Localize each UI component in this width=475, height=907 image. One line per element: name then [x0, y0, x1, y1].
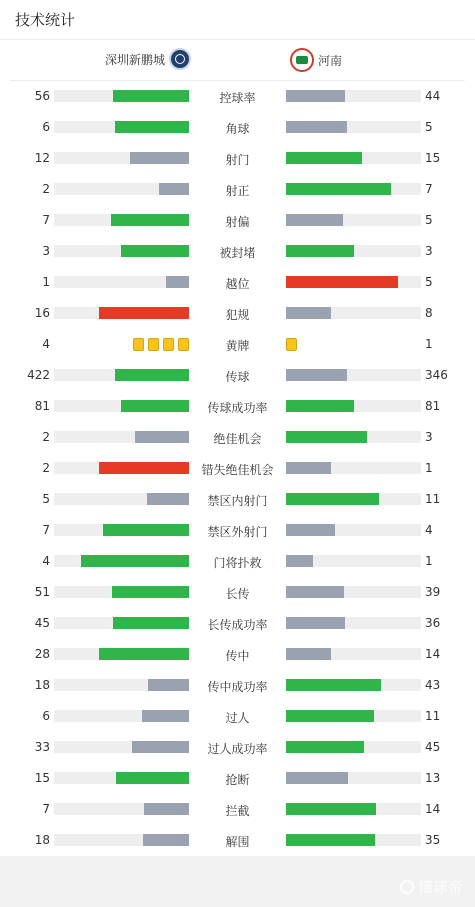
home-bar-track: [54, 493, 189, 505]
home-value: 33: [34, 740, 50, 754]
home-value: 18: [34, 833, 50, 847]
home-bar-fill: [113, 617, 189, 629]
away-bar-track: [286, 369, 421, 381]
home-bar-track: [54, 834, 189, 846]
away-value: 11: [425, 492, 441, 506]
away-value: 1: [425, 461, 433, 475]
stat-label: 拦截: [225, 804, 250, 818]
away-bar-fill: [286, 493, 379, 505]
away-value: 43: [425, 678, 441, 692]
stat-row: [0, 174, 475, 205]
stat-row: [0, 825, 475, 856]
away-bar-track: [286, 648, 421, 660]
stat-label: 传球成功率: [207, 401, 268, 415]
home-bar-track: [54, 307, 189, 319]
teams-header: [10, 40, 465, 81]
stat-label: 长传: [225, 587, 250, 601]
stat-row: [0, 267, 475, 298]
home-value: 45: [34, 616, 50, 630]
away-bar-track: [286, 307, 421, 319]
away-value: 44: [425, 89, 441, 103]
away-yellow-cards: [286, 338, 297, 351]
away-value: 45: [425, 740, 441, 754]
stat-label: 绝佳机会: [213, 432, 262, 446]
away-bar-fill: [286, 741, 364, 753]
stat-label: 解围: [225, 835, 250, 849]
away-bar-track: [286, 524, 421, 536]
away-bar-fill: [286, 121, 347, 133]
away-value: 1: [425, 554, 433, 568]
away-bar-fill: [286, 617, 345, 629]
away-bar-fill: [286, 431, 367, 443]
home-bar-track: [54, 803, 189, 815]
away-value: 15: [425, 151, 441, 165]
stat-label: 过人成功率: [207, 742, 268, 756]
away-bar-fill: [286, 803, 376, 815]
home-value: 4: [42, 337, 50, 351]
home-bar-fill: [130, 152, 189, 164]
home-value: 18: [34, 678, 50, 692]
home-team-logo-icon: [169, 48, 191, 70]
stat-row: [0, 112, 475, 143]
home-bar-fill: [99, 462, 189, 474]
stat-label: 禁区内射门: [207, 494, 268, 508]
away-value: 39: [425, 585, 441, 599]
stat-row: [0, 732, 475, 763]
yellow-card-icon: [178, 338, 189, 351]
away-bar-track: [286, 803, 421, 815]
stat-row: [0, 329, 475, 360]
home-value: 6: [42, 709, 50, 723]
home-value: 12: [34, 151, 50, 165]
away-value: 3: [425, 430, 433, 444]
home-bar-fill: [81, 555, 189, 567]
away-value: 3: [425, 244, 433, 258]
home-team-name: 深圳新鹏城: [104, 52, 165, 67]
yellow-card-icon: [148, 338, 159, 351]
stat-row: [0, 391, 475, 422]
stat-label: 射门: [225, 153, 250, 167]
stat-row: [0, 701, 475, 732]
stat-label: 黄牌: [225, 339, 250, 353]
home-bar-fill: [121, 400, 189, 412]
home-value: 16: [34, 306, 50, 320]
home-bar-fill: [115, 369, 189, 381]
home-value: 15: [34, 771, 50, 785]
away-value: 11: [425, 709, 441, 723]
home-bar-track: [54, 679, 189, 691]
stat-label: 角球: [225, 122, 250, 136]
away-bar-fill: [286, 679, 381, 691]
away-value: 81: [425, 399, 441, 413]
home-bar-track: [54, 462, 189, 474]
home-bar-track: [54, 152, 189, 164]
home-bar-fill: [135, 431, 189, 443]
away-value: 5: [425, 213, 433, 227]
away-bar-track: [286, 90, 421, 102]
away-bar-track: [286, 462, 421, 474]
stat-label: 错失绝佳机会: [201, 463, 274, 477]
stat-row: [0, 422, 475, 453]
away-value: 35: [425, 833, 441, 847]
home-value: 7: [42, 523, 50, 537]
watermark-text: 懂球帝: [417, 878, 463, 896]
stat-row: [0, 639, 475, 670]
away-bar-track: [286, 276, 421, 288]
away-value: 13: [425, 771, 441, 785]
home-team[interactable]: [105, 48, 191, 70]
away-bar-track: [286, 183, 421, 195]
stat-row: [0, 298, 475, 329]
stat-label: 射偏: [225, 215, 250, 229]
home-bar-fill: [148, 679, 189, 691]
away-value: 1: [425, 337, 433, 351]
stat-row: [0, 546, 475, 577]
stat-row: [0, 484, 475, 515]
home-bar-fill: [113, 90, 189, 102]
away-bar-fill: [286, 152, 362, 164]
home-value: 6: [42, 120, 50, 134]
home-bar-track: [54, 214, 189, 226]
stat-label: 传球: [225, 370, 250, 384]
home-bar-fill: [159, 183, 189, 195]
home-bar-track: [54, 586, 189, 598]
away-bar-track: [286, 679, 421, 691]
home-bar-track: [54, 555, 189, 567]
away-bar-track: [286, 431, 421, 443]
watermark-logo-icon: [400, 880, 414, 894]
home-value: 7: [42, 802, 50, 816]
home-value: 81: [34, 399, 50, 413]
away-team-name: 河南: [318, 53, 343, 68]
home-bar-fill: [166, 276, 189, 288]
home-bar-track: [54, 741, 189, 753]
stat-label: 过人: [225, 711, 250, 725]
stat-label: 传中成功率: [207, 680, 268, 694]
stat-row: [0, 205, 475, 236]
yellow-card-icon: [163, 338, 174, 351]
away-value: 4: [425, 523, 433, 537]
home-value: 1: [42, 275, 50, 289]
away-value: 36: [425, 616, 441, 630]
away-bar-fill: [286, 214, 343, 226]
away-bar-fill: [286, 400, 354, 412]
home-bar-track: [54, 710, 189, 722]
stats-list: [0, 81, 475, 856]
home-value: 7: [42, 213, 50, 227]
away-bar-fill: [286, 834, 375, 846]
home-bar-track: [54, 648, 189, 660]
stat-row: [0, 360, 475, 391]
home-bar-track: [54, 276, 189, 288]
stat-row: [0, 236, 475, 267]
home-value: 51: [34, 585, 50, 599]
home-value: 5: [42, 492, 50, 506]
yellow-card-icon: [133, 338, 144, 351]
away-value: 346: [425, 368, 448, 382]
away-value: 7: [425, 182, 433, 196]
home-bar-fill: [99, 307, 189, 319]
home-value: 4: [42, 554, 50, 568]
stat-label: 被封堵: [219, 246, 256, 260]
home-yellow-cards: [133, 338, 189, 351]
away-bar-fill: [286, 462, 331, 474]
home-bar-fill: [112, 586, 189, 598]
yellow-card-icon: [286, 338, 297, 351]
away-value: 8: [425, 306, 433, 320]
stat-row: [0, 763, 475, 794]
home-bar-track: [54, 121, 189, 133]
away-bar-track: [286, 741, 421, 753]
home-bar-fill: [132, 741, 189, 753]
away-bar-track: [286, 493, 421, 505]
stat-label: 控球率: [219, 91, 256, 105]
home-bar-track: [54, 772, 189, 784]
stat-row: [0, 794, 475, 825]
away-bar-track: [286, 245, 421, 257]
away-bar-fill: [286, 369, 347, 381]
home-value: 2: [42, 430, 50, 444]
away-bar-fill: [286, 555, 313, 567]
away-bar-track: [286, 400, 421, 412]
stat-row: [0, 515, 475, 546]
away-bar-fill: [286, 90, 345, 102]
away-team-logo-icon: [290, 48, 314, 72]
watermark: [400, 876, 463, 897]
stat-row: [0, 453, 475, 484]
stat-label: 禁区外射门: [207, 525, 268, 539]
away-bar-fill: [286, 307, 331, 319]
away-bar-fill: [286, 276, 398, 288]
home-bar-fill: [103, 524, 189, 536]
home-bar-fill: [99, 648, 189, 660]
home-value: 56: [34, 89, 50, 103]
home-value: 28: [34, 647, 50, 661]
away-bar-track: [286, 555, 421, 567]
home-bar-track: [54, 90, 189, 102]
stat-row: [0, 577, 475, 608]
away-bar-fill: [286, 524, 335, 536]
home-bar-track: [54, 431, 189, 443]
stat-row: [0, 670, 475, 701]
away-bar-fill: [286, 648, 331, 660]
stat-label: 门将扑救: [213, 556, 262, 570]
away-value: 5: [425, 275, 433, 289]
away-value: 5: [425, 120, 433, 134]
stat-row: [0, 608, 475, 639]
away-bar-track: [286, 214, 421, 226]
away-bar-track: [286, 772, 421, 784]
stat-label: 抢断: [225, 773, 250, 787]
away-bar-track: [286, 710, 421, 722]
away-bar-fill: [286, 772, 348, 784]
home-bar-fill: [116, 772, 189, 784]
page-header: [0, 0, 475, 40]
away-team[interactable]: [290, 48, 342, 72]
home-bar-fill: [142, 710, 189, 722]
home-value: 2: [42, 182, 50, 196]
page-title: 技术统计: [15, 11, 76, 29]
stat-label: 犯规: [225, 308, 250, 322]
home-bar-fill: [147, 493, 189, 505]
home-bar-fill: [115, 121, 189, 133]
away-bar-track: [286, 152, 421, 164]
away-bar-fill: [286, 183, 391, 195]
footer: [0, 856, 475, 907]
away-bar-track: [286, 121, 421, 133]
home-value: 3: [42, 244, 50, 258]
home-bar-fill: [144, 803, 189, 815]
away-bar-fill: [286, 245, 354, 257]
home-bar-track: [54, 617, 189, 629]
home-bar-track: [54, 183, 189, 195]
stat-label: 越位: [225, 277, 250, 291]
home-bar-track: [54, 400, 189, 412]
stat-label: 传中: [225, 649, 250, 663]
home-value: 422: [27, 368, 50, 382]
home-bar-fill: [111, 214, 189, 226]
away-value: 14: [425, 647, 441, 661]
home-bar-fill: [121, 245, 189, 257]
stat-row: [0, 81, 475, 112]
home-bar-track: [54, 524, 189, 536]
away-value: 14: [425, 802, 441, 816]
home-bar-fill: [143, 834, 189, 846]
stat-label: 射正: [225, 184, 250, 198]
stat-label: 长传成功率: [207, 618, 268, 632]
away-bar-track: [286, 586, 421, 598]
away-bar-fill: [286, 710, 374, 722]
home-bar-track: [54, 245, 189, 257]
home-bar-track: [54, 369, 189, 381]
away-bar-track: [286, 834, 421, 846]
away-bar-fill: [286, 586, 344, 598]
stat-row: [0, 143, 475, 174]
home-value: 2: [42, 461, 50, 475]
away-bar-track: [286, 617, 421, 629]
